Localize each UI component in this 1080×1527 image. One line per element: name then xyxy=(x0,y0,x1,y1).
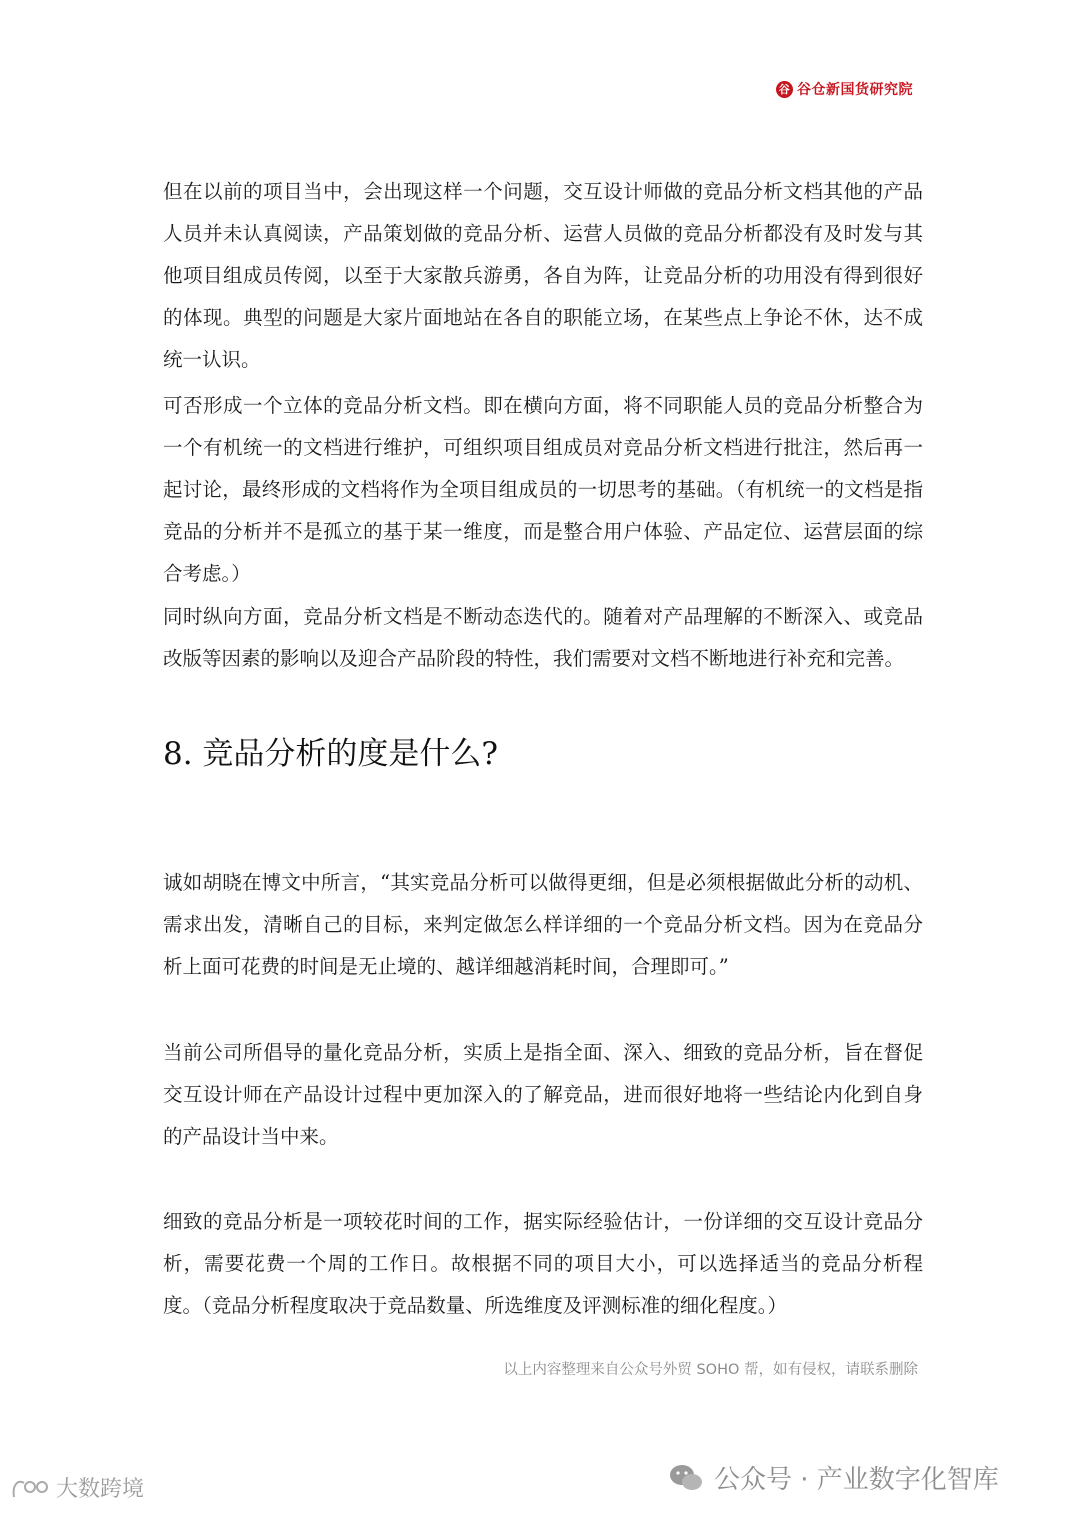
watermark-wechat xyxy=(668,1459,999,1496)
source-note: 以上内容整理来自公众号外贸 SOHO 帮，如有侵权，请联系删除 xyxy=(503,1362,918,1378)
wechat-icon xyxy=(668,1463,704,1493)
paragraph-6: 细致的竞品分析是一项较花时间的工作，据实际经验估计，一份详细的交互设计竞品分析，需要花费一个周的工作日。故根据不同的项目大小，可以选择适当的竞品分析程度。（竞品分析程度取决于竞品数量、所选维度及评测标准的细化程度。） xyxy=(163,1210,923,1317)
watermark-left-text: 大数跨境 xyxy=(56,1477,145,1502)
paragraph-2: 可否形成一个立体的竞品分析文档。即在横向方面，将不同职能人员的竞品分析整合为一个有机统一的文档进行维护，可组织项目组成员对竞品分析文档进行批注，然后再一起讨论，最终形成的文档将作为全项目组成员的一切思考的基础。（有机统一的文档是指竞品的分析并不是孤立的基于某一维度，而是整合用户体验、产品定位、运营层面的综合考虑。） xyxy=(163,394,923,585)
paragraph-3: 同时纵向方面，竞品分析文档是不断动态迭代的。随着对产品理解的不断深入、或竞品改版等因素的影响以及迎合产品阶段的特性，我们需要对文档不断地进行补充和完善。 xyxy=(163,605,923,670)
logo-text: 谷仓新国货研究院 xyxy=(797,82,913,98)
watermark-right-text: 公众号 · 产业数字化智库 xyxy=(714,1465,999,1495)
watermark-brand xyxy=(10,1472,144,1503)
section-heading: 8. 竞品分析的度是什么? xyxy=(163,736,499,772)
paragraph-5: 当前公司所倡导的量化竞品分析，实质上是指全面、深入、细致的竞品分析，旨在督促交互设计师在产品设计过程中更加深入的了解竞品，进而很好地将一些结论内化到自身的产品设计当中来。 xyxy=(163,1041,923,1148)
paragraph-1: 但在以前的项目当中，会出现这样一个问题，交互设计师做的竞品分析文档其他的产品人员并未认真阅读，产品策划做的竞品分析、运营人员做的竞品分析都没有及时发与其他项目组成员传阅，以至于大家散兵游勇，各自为阵，让竞品分析的功用没有得到很好的体现。典型的问题是大家片面地站在各自的职能立场，在某些点上争论不休，达不成统一认识。 xyxy=(163,180,923,371)
brand-watermark-icon xyxy=(10,1475,50,1501)
paragraph-4: 诚如胡晓在博文中所言，“其实竞品分析可以做得更细，但是必须根据做此分析的动机、需求出发，清晰自己的目标，来判定做怎么样详细的一个竞品分析文档。因为在竞品分析上面可花费的时间是无止境的、越详细越消耗时间，合理即可。” xyxy=(163,871,923,978)
header-logo xyxy=(776,79,913,99)
logo-icon: 谷 xyxy=(776,81,793,98)
